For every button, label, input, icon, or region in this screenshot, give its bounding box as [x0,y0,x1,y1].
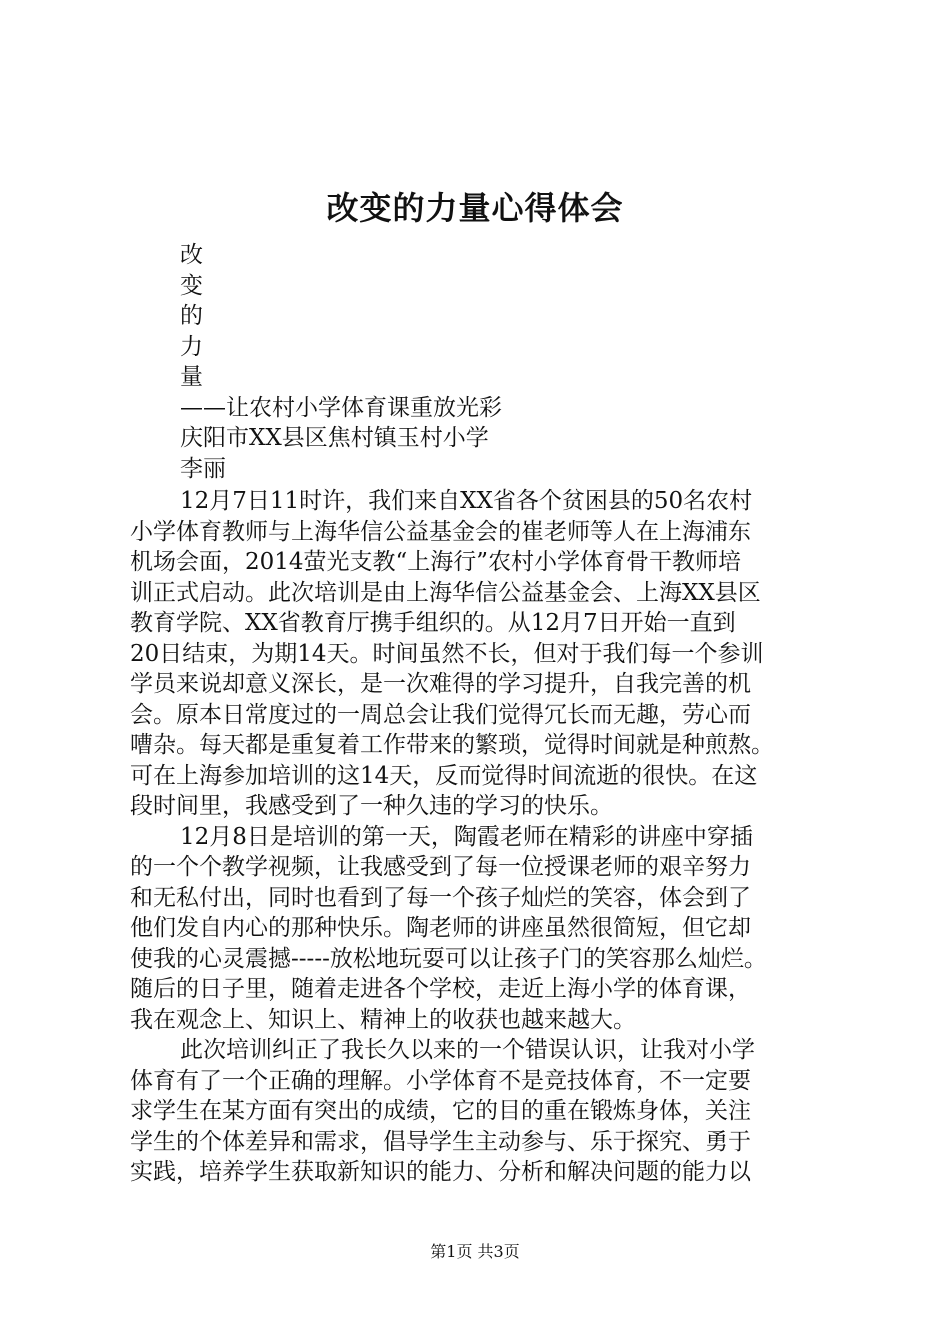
text-line: 随后的日子里，随着走进各个学校，走近上海小学的体育课， [130,976,751,1002]
heading-char: 量 [180,364,203,390]
text-line: 可在上海参加培训的这14天，反而觉得时间流逝的很快。在这 [130,762,758,789]
heading-char: 变 [180,272,203,299]
text-line: 会。原本日常度过的一周总会让我们觉得冗长而无趣，劳心而 [130,701,751,728]
heading-block [180,240,502,484]
school-name: 庆阳市XX县区焦村镇玉村小学 [180,425,489,451]
heading-char: 的 [180,303,203,329]
page-footer: 第1页 共3页 [430,1242,520,1261]
heading-char: 力 [180,333,203,360]
text-line: 求学生在某方面有突出的成绩，它的目的重在锻炼身体，关注 [130,1098,751,1124]
text-line: 12月7日11时许，我们来自XX省各个贫困县的50名农村 [180,488,753,514]
text-line: 嘈杂。每天都是重复着工作带来的繁琐，觉得时间就是种煎熬。 [130,732,774,758]
text-line: 学生的个体差异和需求，倡导学生主动参与、乐于探究、勇于 [130,1128,751,1155]
text-line: 和无私付出，同时也看到了每一个孩子灿烂的笑容，体会到了 [130,884,751,911]
text-line: 段时间里，我感受到了一种久违的学习的快乐。 [130,793,613,819]
document-title: 改变的力量心得体会 [326,189,624,227]
text-line: 小学体育教师与上海华信公益基金会的崔老师等人在上海浦东 [130,518,751,545]
text-line: 20日结束，为期14天。时间虽然不长，但对于我们每一个参训 [130,640,764,667]
text-line: 他们发自内心的那种快乐。陶老师的讲座虽然很简短，但它却 [130,915,751,941]
subtitle: ——让农村小学体育课重放光彩 [180,394,502,421]
text-line: 训正式启动。此次培训是由上海华信公益基金会、上海XX县区 [130,579,761,606]
text-line: 我在观念上、知识上、精神上的收获也越来越大。 [130,1006,636,1033]
text-line: 的一个个教学视频，让我感受到了每一位授课老师的艰辛努力 [130,854,751,880]
heading-char: 改 [180,242,203,268]
text-line: 使我的心灵震撼-----放松地玩耍可以让孩子门的笑容那么灿烂。 [130,945,767,972]
text-line: 学员来说却意义深长，是一次难得的学习提升，自我完善的机 [130,671,751,697]
text-line: 此次培训纠正了我长久以来的一个错误认识，让我对小学 [180,1037,755,1063]
text-line: 12月8日是培训的第一天，陶霞老师在精彩的讲座中穿插 [180,823,753,850]
body-text [130,486,842,1188]
text-line: 机场会面，2014萤光支教“上海行”农村小学体育骨干教师培 [130,549,742,575]
author-name: 李丽 [180,455,226,482]
text-line: 实践，培养学生获取新知识的能力、分析和解决问题的能力以 [130,1159,751,1185]
text-line: 体育有了一个正确的理解。小学体育不是竞技体育，不一定要 [130,1067,751,1094]
text-line: 教育学院、XX省教育厅携手组织的。从12月7日开始一直到 [130,610,736,636]
